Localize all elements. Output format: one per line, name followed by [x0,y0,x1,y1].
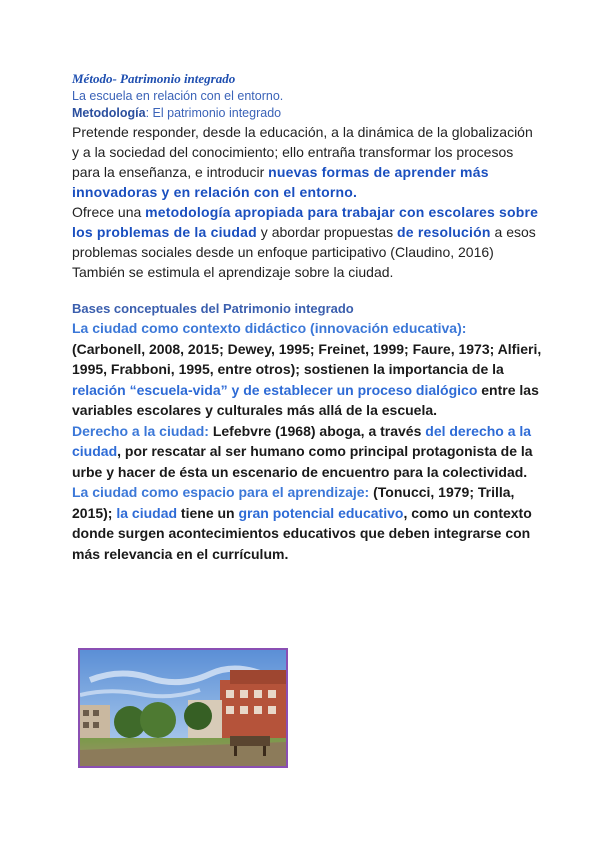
basis-3-text-c: , como un contexto donde surgen acontecimientos educativos que deben integrarse con más relevancia en el currículum. [72,504,532,562]
p1-text: Pretende responder, desde la educación, a la dinámica de la globalización y a la sociedad del conocimiento; ello entraña transformar los procesos para la enseñanza, e introducir [72,124,533,180]
basis-3-text-a: (Tonucci, 1979; Trilla, 2015); [72,484,515,521]
p1-highlight: nuevas formas de aprender más innovadoras y en relación con el entorno. [72,164,489,200]
basis-1-text-b: entre las variables escolares y culturales más allá de la escuela. [72,381,539,418]
basis-3-text-b: tiene un [177,504,239,521]
city-photo-illustration [80,650,286,766]
p2-text-b: y abordar propuestas [256,224,398,240]
methodology-label: Metodología [72,106,146,120]
p2-text-a: Ofrece una [72,204,146,220]
page-title: Método- Patrimonio integrado [72,71,236,86]
basis-2-lead: Derecho a la ciudad: [72,422,209,439]
basis-3-highlight-2: gran potencial educativo [238,504,404,521]
paragraph-1 [72,122,542,202]
methodology-line [72,105,542,122]
p2-highlight-2: de resolución [397,224,491,240]
paragraph-3: También se estimula el aprendizaje sobre la ciudad. [72,264,394,280]
methodology-value: : El patrimonio integrado [145,106,282,120]
basis-1-lead: La ciudad como contexto didáctico (innovación educativa): [72,320,467,336]
p2-text-c: a esos problemas sociales desde un enfoque participativo (Claudino, 2016) [72,224,536,260]
basis-3-highlight-1: la ciudad [116,504,178,521]
basis-3-lead: La ciudad como espacio para el aprendizaje [72,484,365,500]
basis-2 [72,421,542,483]
p2-highlight-1: metodología apropiada para trabajar con escolares sobre los problemas de la ciudad [72,204,539,240]
subtitle: La escuela en relación con el entorno. [72,89,284,103]
basis-1-highlight: relación “escuela-vida” y de establecer un proceso dialógico [72,381,478,398]
document-body [72,70,542,564]
city-photo [78,648,288,768]
basis-1-text-a: (Carbonell, 2008, 2015; Dewey, 1995; Freinet, 1999; Faure, 1973; Alfieri, 1995, Frabboni, 1995, entre otros); sostienen la importancia de la [72,340,542,377]
basis-1 [72,318,542,421]
section-title: Bases conceptuales del Patrimonio integrado [72,301,354,316]
basis-2-highlight: del derecho a la ciudad [72,422,532,459]
basis-2-text-a: Lefebvre (1968) aboga, a través [208,422,426,439]
basis-3-colon: : [364,484,370,500]
basis-3 [72,482,542,564]
basis-2-text-b: , por rescatar al ser humano como principal protagonista de la urbe y hacer de ésta un escenario de encuentro para la colectividad. [72,443,533,480]
paragraph-2 [72,202,542,262]
